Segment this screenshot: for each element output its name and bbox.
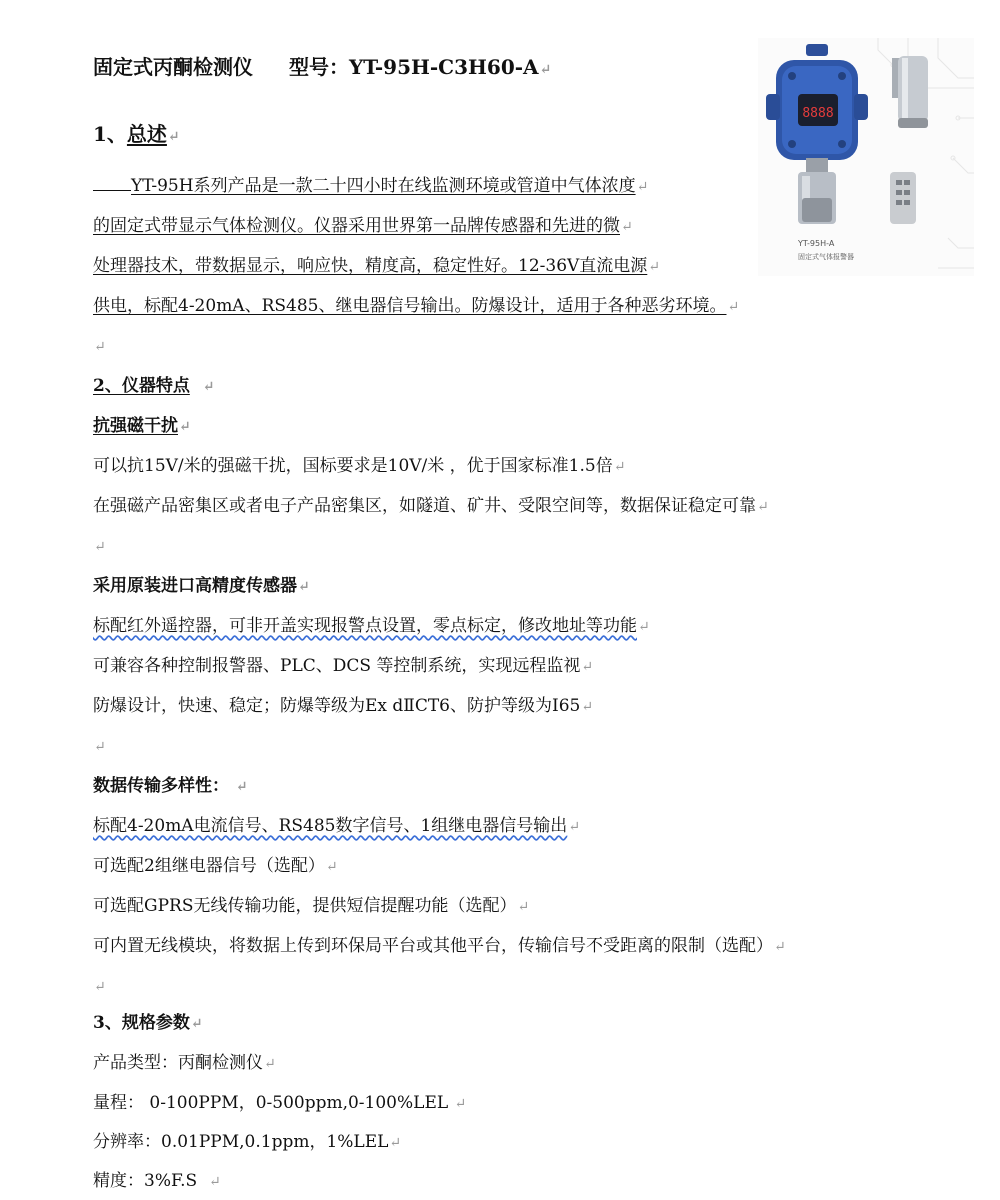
feature-line: 标配4-20mA电流信号、RS485数字信号、1组继电器信号输出↵ [93, 816, 581, 836]
overview-line-1: YT-95H系列产品是一款二十四小时在线监测环境或管道中气体浓度↵ [93, 175, 648, 198]
feature-line: 标配红外遥控器，可非开盖实现报警点设置，零点标定，修改地址等功能↵ [93, 616, 650, 636]
image-caption-model: YT-95H-A [798, 239, 835, 248]
empty-paragraph: ↵ [94, 739, 106, 755]
spec-line-resolution: 分辨率：0.01PPM,0.1ppm，1%LEL↵ [93, 1132, 402, 1152]
section-heading-overview: 1、总述↵ [93, 122, 180, 146]
feature-line: 在强磁产品密集区或者电子产品密集区，如隧道、矿井、受限空间等，数据保证稳定可靠↵ [93, 496, 769, 516]
document-title [93, 56, 551, 81]
product-name: 固定式丙酮检测仪 [93, 55, 253, 79]
spec-line-type: 产品类型：丙酮检测仪↵ [93, 1053, 276, 1073]
section-heading-features: 2、仪器特点 ↵ [93, 376, 215, 396]
model-number: 型号：YT-95H-C3H60-A [289, 55, 539, 79]
empty-paragraph: ↵ [94, 539, 106, 555]
empty-paragraph: ↵ [94, 339, 106, 355]
feature-line: 可以抗15V/米的强磁干扰，国标要求是10V/米 ，优于国家标准1.5倍↵ [93, 456, 626, 476]
feature-line: 可选配2组继电器信号（选配）↵ [93, 856, 338, 876]
feature-line: 可兼容各种控制报警器、PLC、DCS 等控制系统，实现远程监视↵ [93, 656, 594, 676]
feature-line: 可内置无线模块，将数据上传到环保局平台或其他平台，传输信号不受距离的限制（选配）↵ [93, 936, 786, 956]
feature-title-data-transmission: 数据传输多样性： ↵ [93, 776, 248, 796]
feature-title-sensor: 采用原装进口高精度传感器↵ [93, 576, 310, 596]
feature-title-anti-magnetic: 抗强磁干扰↵ [93, 416, 191, 436]
feature-line: 可选配GPRS无线传输功能，提供短信提醒功能（选配）↵ [93, 896, 530, 916]
product-image [758, 38, 974, 276]
image-caption-name: 固定式气体报警器 [798, 253, 854, 261]
detector-display: 8888 [802, 106, 834, 121]
spec-line-range: 量程： 0-100PPM，0-500ppm,0-100%LEL ↵ [93, 1093, 467, 1113]
overview-line-4: 供电，标配4-20mA、RS485、继电器信号输出。防爆设计，适用于各种恶劣环境。↵ [93, 296, 740, 316]
overview-line-3: 处理器技术，带数据显示，响应快，精度高，稳定性好。12-36V直流电源↵ [93, 256, 661, 276]
feature-line: 防爆设计，快速、稳定；防爆等级为Ex dⅡCT6、防护等级为I65↵ [93, 696, 594, 716]
overview-line-2: 的固定式带显示气体检测仪。仪器采用世界第一品牌传感器和先进的微↵ [93, 216, 633, 236]
paragraph-mark-icon: ↵ [539, 62, 552, 78]
spec-line-accuracy: 精度：3%F.S ↵ [93, 1171, 221, 1191]
section-heading-specs: 3、规格参数↵ [93, 1013, 203, 1033]
empty-paragraph: ↵ [94, 979, 106, 995]
gas-detector-illustration-icon [758, 38, 974, 276]
